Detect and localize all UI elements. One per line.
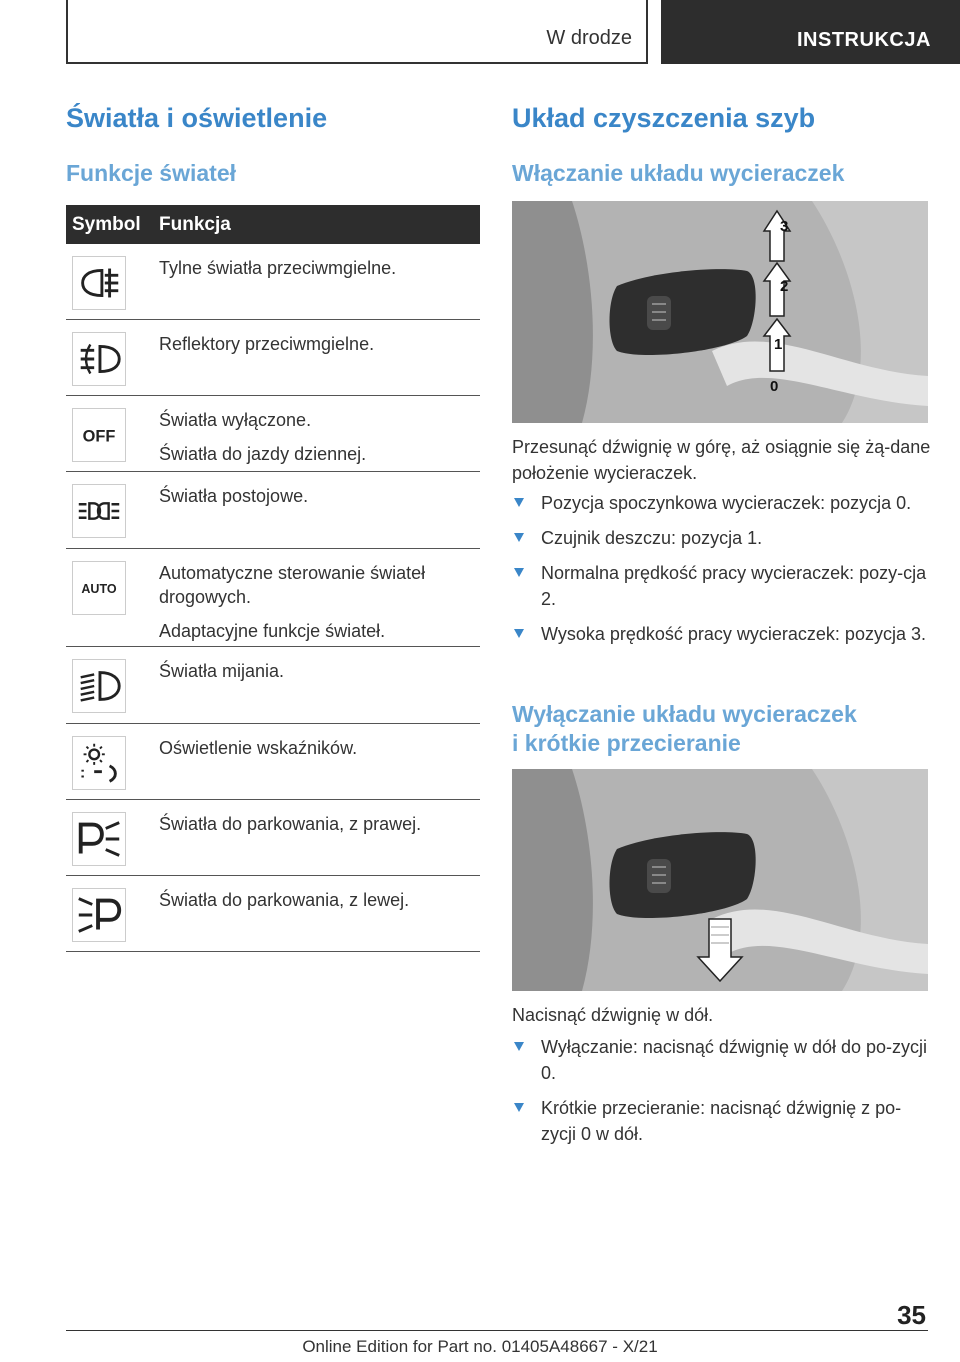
row-text: Światła postojowe. — [159, 486, 309, 506]
table-row — [66, 647, 480, 724]
instrument-lighting-icon — [72, 736, 126, 790]
list-item: Wyłączanie: nacisnąć dźwignię w dół do po-zycji 0. — [512, 1034, 932, 1086]
svg-text:OFF: OFF — [82, 427, 116, 446]
row-text: Oświetlenie wskaźników. — [159, 738, 358, 758]
row-text: Światła do parkowania, z lewej. — [159, 890, 410, 910]
light-functions-table — [66, 205, 480, 952]
table-row — [66, 876, 480, 952]
col-symbol: Symbol — [72, 214, 141, 235]
svg-text:3: 3 — [780, 218, 789, 235]
auto-lights-icon — [72, 561, 126, 615]
wiper-lever-up-image — [512, 201, 928, 423]
row-text: Automatyczne sterowanie świateł drogowych. — [159, 563, 426, 607]
bullet-triangle-icon — [514, 533, 524, 542]
header-section-label: W drodze — [546, 27, 632, 49]
row-text: Tylne światła przeciwmgielne. — [159, 258, 397, 278]
bullet-triangle-icon — [514, 498, 524, 507]
header-tab — [661, 0, 960, 64]
row-text: Światła do parkowania, z prawej. — [159, 814, 422, 834]
page-title-wipers: Układ czyszczenia szyb — [512, 103, 816, 133]
table-row — [66, 472, 480, 549]
page-number: 35 — [897, 1300, 926, 1330]
bullet-triangle-icon — [514, 568, 524, 577]
table-header — [66, 205, 480, 244]
table-row — [66, 724, 480, 800]
row-text: Światła do jazdy dziennej. — [159, 444, 367, 464]
front-fog-light-icon — [72, 332, 126, 386]
wipers-on-text: Przesunąć dźwignię w górę, aż osiągnie się żą-dane położenie wycieraczek. — [512, 437, 931, 483]
subtitle-light-functions: Funkcje świateł — [66, 160, 237, 186]
list-item: Pozycja spoczynkowa wycieraczek: pozycja 0. — [512, 490, 932, 516]
row-text: Światła mijania. — [159, 661, 285, 681]
table-row — [66, 800, 480, 876]
row-text: Adaptacyjne funkcje świateł. — [159, 621, 386, 641]
parking-lights-icon — [72, 484, 126, 538]
list-item: Wysoka prędkość pracy wycieraczek: pozycja 3. — [512, 621, 932, 647]
rear-fog-light-icon — [72, 256, 126, 310]
bullet-triangle-icon — [514, 629, 524, 638]
svg-text:2: 2 — [780, 278, 789, 295]
page-title-lights: Światła i oświetlenie — [66, 103, 328, 133]
col-function: Funkcja — [159, 214, 231, 235]
parking-light-left-icon — [72, 888, 126, 942]
wiper-lever-down-image — [512, 769, 928, 991]
heading-wipers-off: Wyłączanie układu wycieraczek i krótkie przecieranie — [512, 701, 857, 756]
wipers-off-list — [512, 1034, 932, 1156]
parking-light-right-icon — [72, 812, 126, 866]
lights-off-icon — [72, 408, 126, 462]
table-row — [66, 396, 480, 472]
table-row — [66, 549, 480, 647]
svg-text:0: 0 — [770, 378, 779, 395]
svg-text:AUTO: AUTO — [81, 581, 117, 596]
bullet-triangle-icon — [514, 1042, 524, 1051]
list-item: Normalna prędkość pracy wycieraczek: pozy-cja 2. — [512, 560, 932, 612]
heading-wipers-on: Włączanie układu wycieraczek — [512, 160, 845, 186]
header-tab-label: INSTRUKCJA — [797, 29, 931, 51]
bullet-triangle-icon — [514, 1103, 524, 1112]
header-box — [66, 0, 648, 64]
svg-text:1: 1 — [774, 336, 783, 353]
footer-divider — [66, 1330, 928, 1331]
footer-edition: Online Edition for Part no. 01405A48667 - X/21 — [302, 1337, 658, 1356]
low-beam-icon — [72, 659, 126, 713]
table-row — [66, 244, 480, 320]
list-item: Krótkie przecieranie: nacisnąć dźwignię z po-zycji 0 w dół. — [512, 1095, 932, 1147]
wipers-on-list — [512, 490, 932, 656]
wipers-off-text: Nacisnąć dźwignię w dół. — [512, 1005, 714, 1025]
table-row — [66, 320, 480, 396]
row-text: Reflektory przeciwmgielne. — [159, 334, 375, 354]
row-text: Światła wyłączone. — [159, 410, 312, 430]
list-item: Czujnik deszczu: pozycja 1. — [512, 525, 932, 551]
